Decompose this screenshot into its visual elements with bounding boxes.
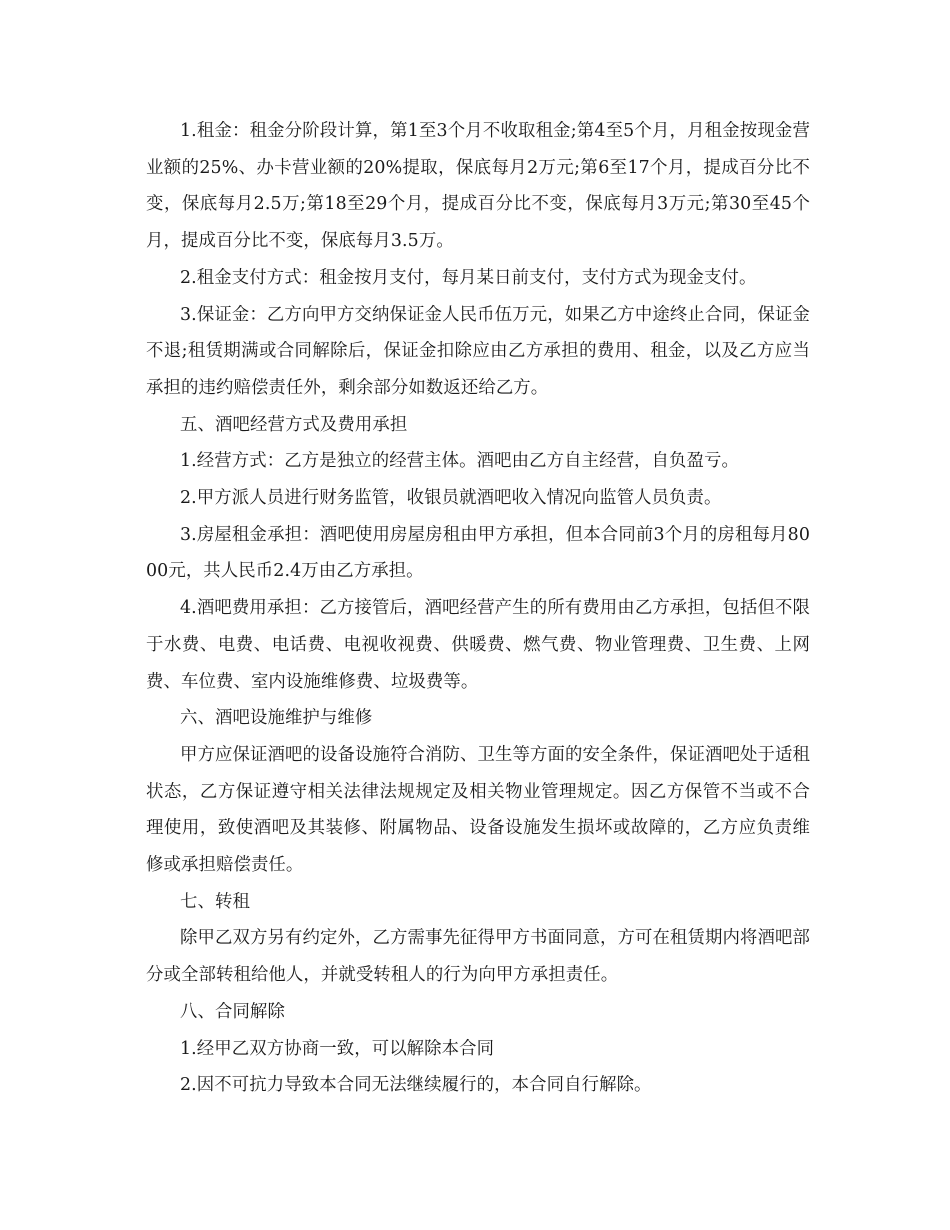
- clause-rent: 1.租金：租金分阶段计算，第1至3个月不收取租金;第4至5个月，月租金按现金营业额的25%、办卡营业额的20%提取，保底每月2万元;第6至17个月，提成百分比不变，保底每月2.5万;第18至29个月，提成百分比不变，保底每月3万元;第30至45个月，提成百分比不变，保底每月3.5万。: [146, 121, 810, 252]
- clause-financial-supervision: 2.甲方派人员进行财务监管，收银员就酒吧收入情况向监管人员负责。: [180, 488, 722, 509]
- clause-house-rent: 3.房屋租金承担：酒吧使用房屋房租由甲方承担，但本合同前3个月的房租每月8000元，共人民币2.4万由乙方承担。: [146, 524, 810, 582]
- section-heading-6: 六、酒吧设施维护与维修: [180, 708, 373, 729]
- clause-termination-force-majeure: 2.因不可抗力导致本合同无法继续履行的，本合同自行解除。: [180, 1075, 652, 1096]
- section-heading-8: 八、合同解除: [180, 1001, 285, 1022]
- clause-termination-mutual: 1.经甲乙双方协商一致，可以解除本合同: [180, 1038, 495, 1059]
- clause-rent-payment: 2.租金支付方式：租金按月支付，每月某日前支付，支付方式为现金支付。: [180, 267, 757, 288]
- section-heading-5: 五、酒吧经营方式及费用承担: [180, 414, 408, 435]
- section-heading-7: 七、转租: [180, 891, 250, 912]
- clause-expenses: 4.酒吧费用承担：乙方接管后，酒吧经营产生的所有费用由乙方承担，包括但不限于水费、电费、电话费、电视收视费、供暖费、燃气费、物业管理费、卫生费、上网费、车位费、室内设施维修费、垃圾费等。: [146, 598, 810, 692]
- document-body: [146, 113, 810, 1104]
- clause-operation-mode: 1.经营方式：乙方是独立的经营主体。酒吧由乙方自主经营，自负盈亏。: [180, 451, 740, 472]
- clause-sublease: 除甲乙双方另有约定外，乙方需事先征得甲方书面同意，方可在租赁期内将酒吧部分或全部转租给他人，并就受转租人的行为向甲方承担责任。: [146, 928, 810, 986]
- clause-deposit: 3.保证金：乙方向甲方交纳保证金人民币伍万元，如果乙方中途终止合同，保证金不退;租赁期满或合同解除后，保证金扣除应由乙方承担的费用、租金，以及乙方应当承担的违约赔偿责任外，剩余部分如数返还给乙方。: [146, 304, 810, 398]
- clause-maintenance: 甲方应保证酒吧的设备设施符合消防、卫生等方面的安全条件，保证酒吧处于适租状态，乙方保证遵守相关法律法规规定及相关物业管理规定。因乙方保管不当或不合理使用，致使酒吧及其装修、附属物品、设备设施发生损坏或故障的，乙方应负责维修或承担赔偿责任。: [146, 744, 810, 876]
